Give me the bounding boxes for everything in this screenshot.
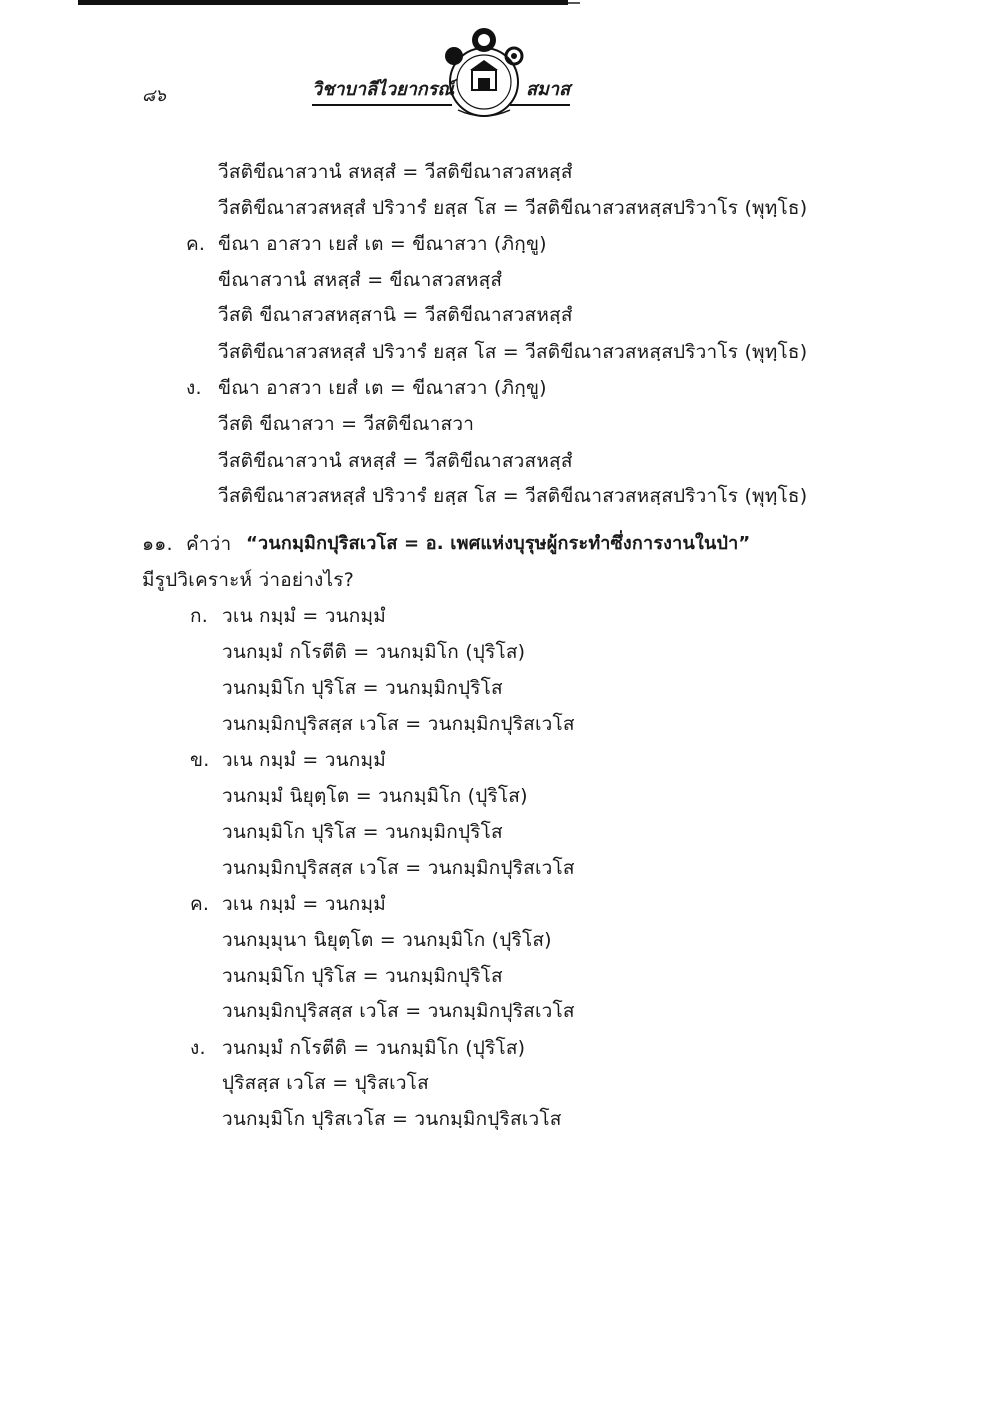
option-label: ง.	[186, 377, 202, 399]
text-line: วีสติขีณาสวสหสฺสํ ปริวารํ ยสฺส โส = วีสติขีณาสวสหสฺสปริวาโร (พุทฺโธ)	[218, 197, 808, 219]
text-line: วนกมฺมิกปุริสสฺส เวโส = วนกมฺมิกปุริสเวโส	[222, 857, 575, 879]
question-term: “วนกมฺมิกปุริสเวโส = อ. เพศแห่งบุรุษผู้กระทำซึ่งการงานในป่า”	[246, 533, 751, 554]
option-label: ง.	[190, 1037, 206, 1059]
text-line: วนกมฺมํ นิยุตฺโต = วนกมฺมิโก (ปุริโส)	[222, 785, 528, 807]
text-line: วีสติ ขีณาสวสหสฺสานิ = วีสติขีณาสวสหสฺสํ	[218, 304, 573, 326]
text-line: วนกมฺมิโก ปุริสเวโส = วนกมฺมิกปุริสเวโส	[222, 1108, 562, 1130]
text-line: วีสติ ขีณาสวา = วีสติขีณาสวา	[218, 413, 475, 435]
text-line: วีสติขีณาสวสหสฺสํ ปริวารํ ยสฺส โส = วีสติขีณาสวสหสฺสปริวาโร (พุทฺโธ)	[218, 341, 808, 363]
text-line: วนกมฺมิโก ปุริโส = วนกมฺมิกปุริโส	[222, 821, 503, 843]
top-scan-border-thin	[568, 2, 580, 4]
header-title-underline	[312, 104, 452, 106]
text-line: วเน กมฺมํ = วนกมฺมํ	[222, 893, 386, 915]
text-line: วนกมฺมิกปุริสสฺส เวโส = วนกมฺมิกปุริสเวโส	[222, 1000, 575, 1022]
header-subject: สมาส	[526, 79, 570, 100]
text-line: วนกมฺมํ กโรตีติ = วนกมฺมิโก (ปุริโส)	[222, 641, 526, 663]
text-line: ขีณา อาสวา เยสํ เต = ขีณาสวา (ภิกฺขู)	[218, 377, 547, 399]
question-suffix: มีรูปวิเคราะห์ ว่าอย่างไร?	[142, 569, 354, 591]
text-line: วเน กมฺมํ = วนกมฺมํ	[222, 749, 386, 771]
text-line: ขีณา อาสวา เยสํ เต = ขีณาสวา (ภิกฺขู)	[218, 233, 547, 255]
text-line: ขีณาสวานํ สหสฺสํ = ขีณาสวสหสฺสํ	[218, 269, 503, 291]
institution-seal-logo	[436, 24, 532, 124]
text-line: วนกมฺมิโก ปุริโส = วนกมฺมิกปุริโส	[222, 677, 503, 699]
text-line: วีสติขีณาสวานํ สหสฺสํ = วีสติขีณาสวสหสฺสํ	[218, 450, 573, 472]
page-number: ๘๖	[142, 86, 166, 106]
option-label: ค.	[186, 233, 206, 255]
text-line: วีสติขีณาสวานํ สหสฺสํ = วีสติขีณาสวสหสฺสํ	[218, 161, 573, 183]
option-label: ข.	[190, 749, 210, 771]
option-label: ก.	[190, 605, 208, 627]
question-number: ๑๑.	[142, 533, 173, 555]
text-line: วนกมฺมิกปุริสสฺส เวโส = วนกมฺมิกปุริสเวโส	[222, 713, 575, 735]
header-title: วิชาบาลีไวยากรณ์	[312, 79, 455, 100]
top-scan-border	[78, 0, 568, 5]
text-line: วนกมฺมิโก ปุริโส = วนกมฺมิกปุริโส	[222, 965, 503, 987]
text-line: ปุริสสฺส เวโส = ปุริสเวโส	[222, 1072, 429, 1094]
text-line: วีสติขีณาสวสหสฺสํ ปริวารํ ยสฺส โส = วีสติขีณาสวสหสฺสปริวาโร (พุทฺโธ)	[218, 485, 808, 507]
option-label: ค.	[190, 893, 210, 915]
question-prefix: คำว่า	[186, 533, 232, 555]
text-line: วนกมฺมํ กโรตีติ = วนกมฺมิโก (ปุริโส)	[222, 1037, 526, 1059]
header-subject-underline	[510, 104, 570, 106]
text-line: วนกมฺมุนา นิยุตฺโต = วนกมฺมิโก (ปุริโส)	[222, 929, 552, 951]
text-line: วเน กมฺมํ = วนกมฺมํ	[222, 605, 386, 627]
